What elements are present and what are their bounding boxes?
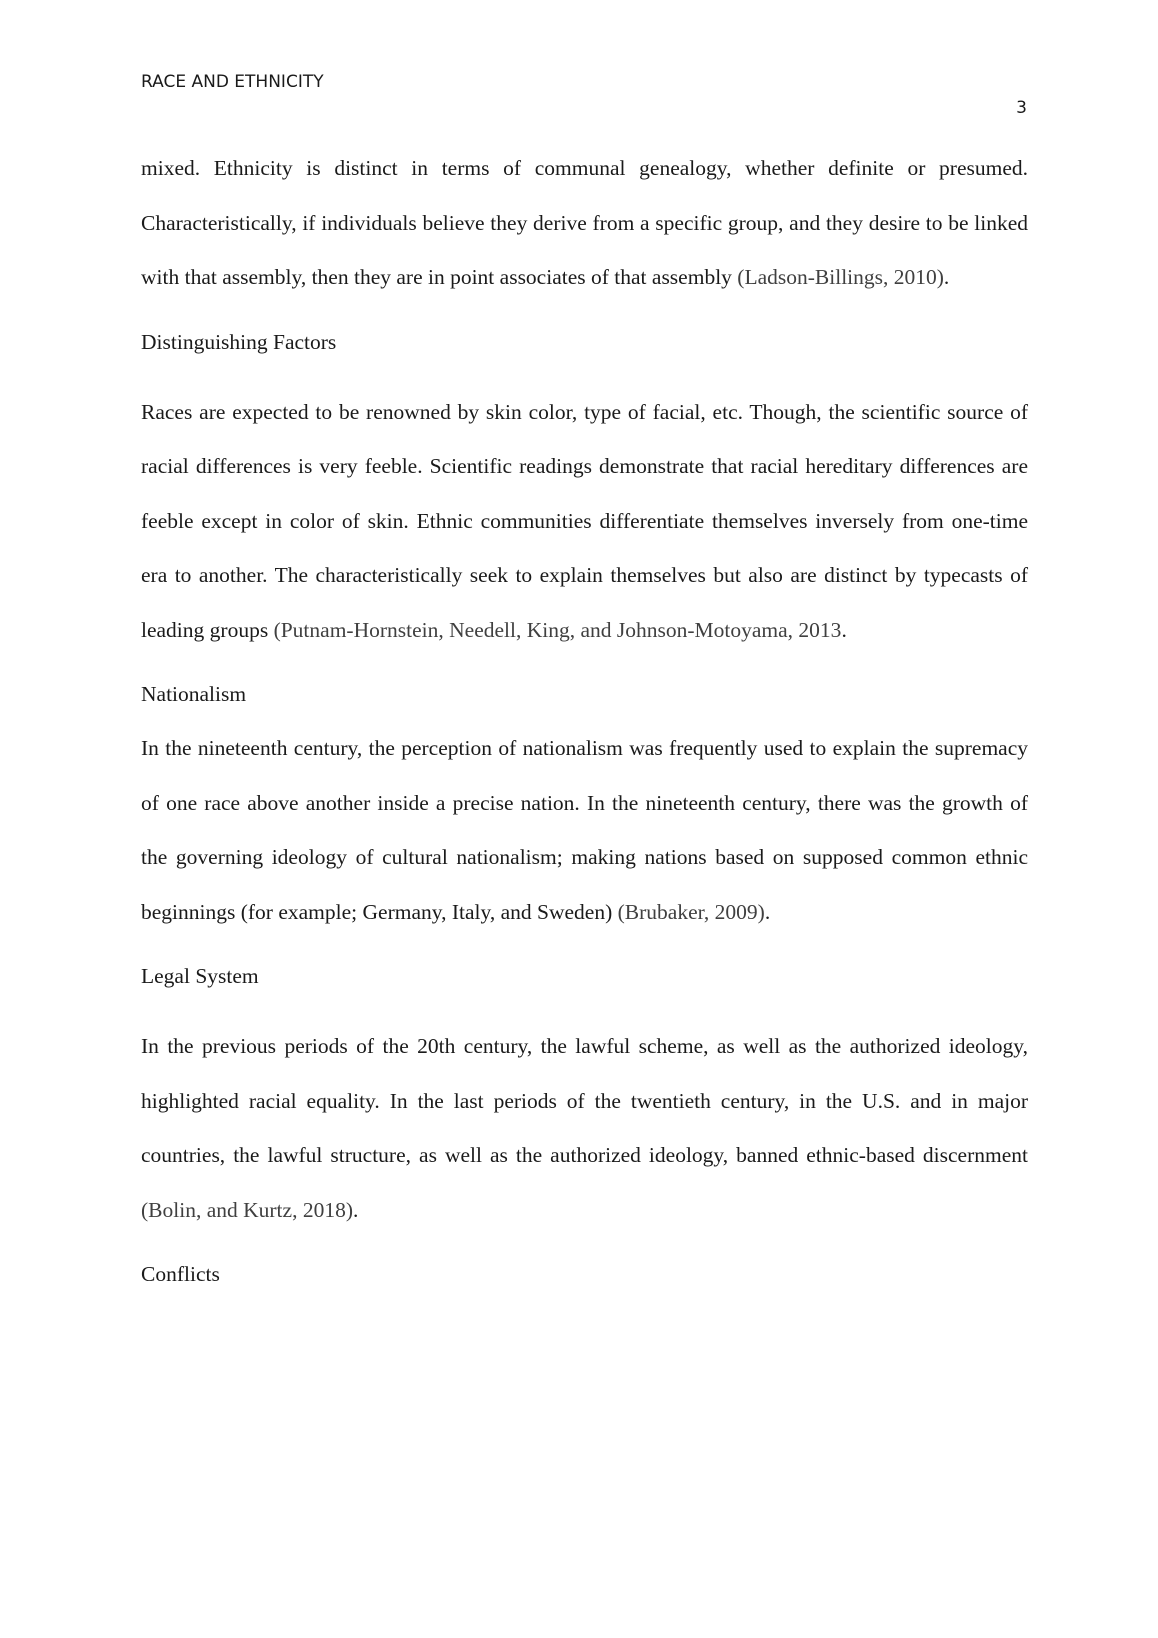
spacer <box>141 993 1028 1019</box>
spacer <box>141 939 1028 959</box>
citation: (Bolin, and Kurtz, 2018) <box>141 1197 353 1222</box>
intro-paragraph <box>141 141 1028 305</box>
section-heading-nationalism: Nationalism <box>141 682 247 706</box>
page-number: 3 <box>1016 98 1027 118</box>
paragraph-text: In the nineteenth century, the perception of nationalism was frequently used to explain the supremacy of one race above another inside a precise nation. In the nineteenth century, there was the growth of the governing ideology of cultural nationalism; making nations based on supposed common ethnic beginnings (for example; Germany, Italy, and Sweden) <box>141 736 1028 924</box>
section-paragraph-nationalism <box>141 721 1028 939</box>
document-body <box>141 141 1028 1291</box>
spacer <box>141 711 1028 721</box>
paragraph-text: mixed. Ethnicity is distinct in terms of communal genealogy, whether definite or presumed. Characteristically, if individuals believe they derive from a specific group, and they desire to be linked with that assembly, then they are in point associates of that assembly <box>141 156 1028 289</box>
paragraph-tail: . <box>352 1197 359 1222</box>
paragraph-tail: . <box>764 899 771 924</box>
paragraph-text: Races are expected to be renowned by skin color, type of facial, etc. Though, the scientific source of racial differences is very feeble. Scientific readings demonstrate that racial hereditary differences are feeble except in color of skin. Ethnic communities differentiate themselves inversely from one-time era to another. The characteristically seek to explain themselves but also are distinct by typecasts of leading groups <box>141 399 1028 642</box>
section-heading-legal-system: Legal System <box>141 964 259 988</box>
citation: (Ladson-Billings, 2010) <box>737 265 944 289</box>
section-heading-distinguishing-factors: Distinguishing Factors <box>141 329 337 354</box>
running-head: RACE AND ETHNICITY <box>141 72 324 92</box>
section-heading-conflicts: Conflicts <box>141 1262 220 1286</box>
spacer <box>141 305 1028 325</box>
spacer <box>141 657 1028 677</box>
paragraph-text: In the previous periods of the 20th century, the lawful scheme, as well as the authorized ideology, highlighted racial equality. In the last periods of the twentieth century, in the U.S. and in major countries, the lawful structure, as well as the authorized ideology, banned ethnic-based discernment <box>141 1034 1028 1167</box>
paragraph-tail: . <box>943 265 950 289</box>
paragraph-tail: . <box>841 617 847 642</box>
spacer <box>141 359 1028 385</box>
section-paragraph-distinguishing-factors <box>141 385 1028 658</box>
section-paragraph-legal-system <box>141 1019 1028 1237</box>
spacer <box>141 1237 1028 1257</box>
citation: (Brubaker, 2009) <box>617 899 765 924</box>
citation: (Putnam-Hornstein, Needell, King, and Johnson-Motoyama, 2013 <box>273 617 842 642</box>
